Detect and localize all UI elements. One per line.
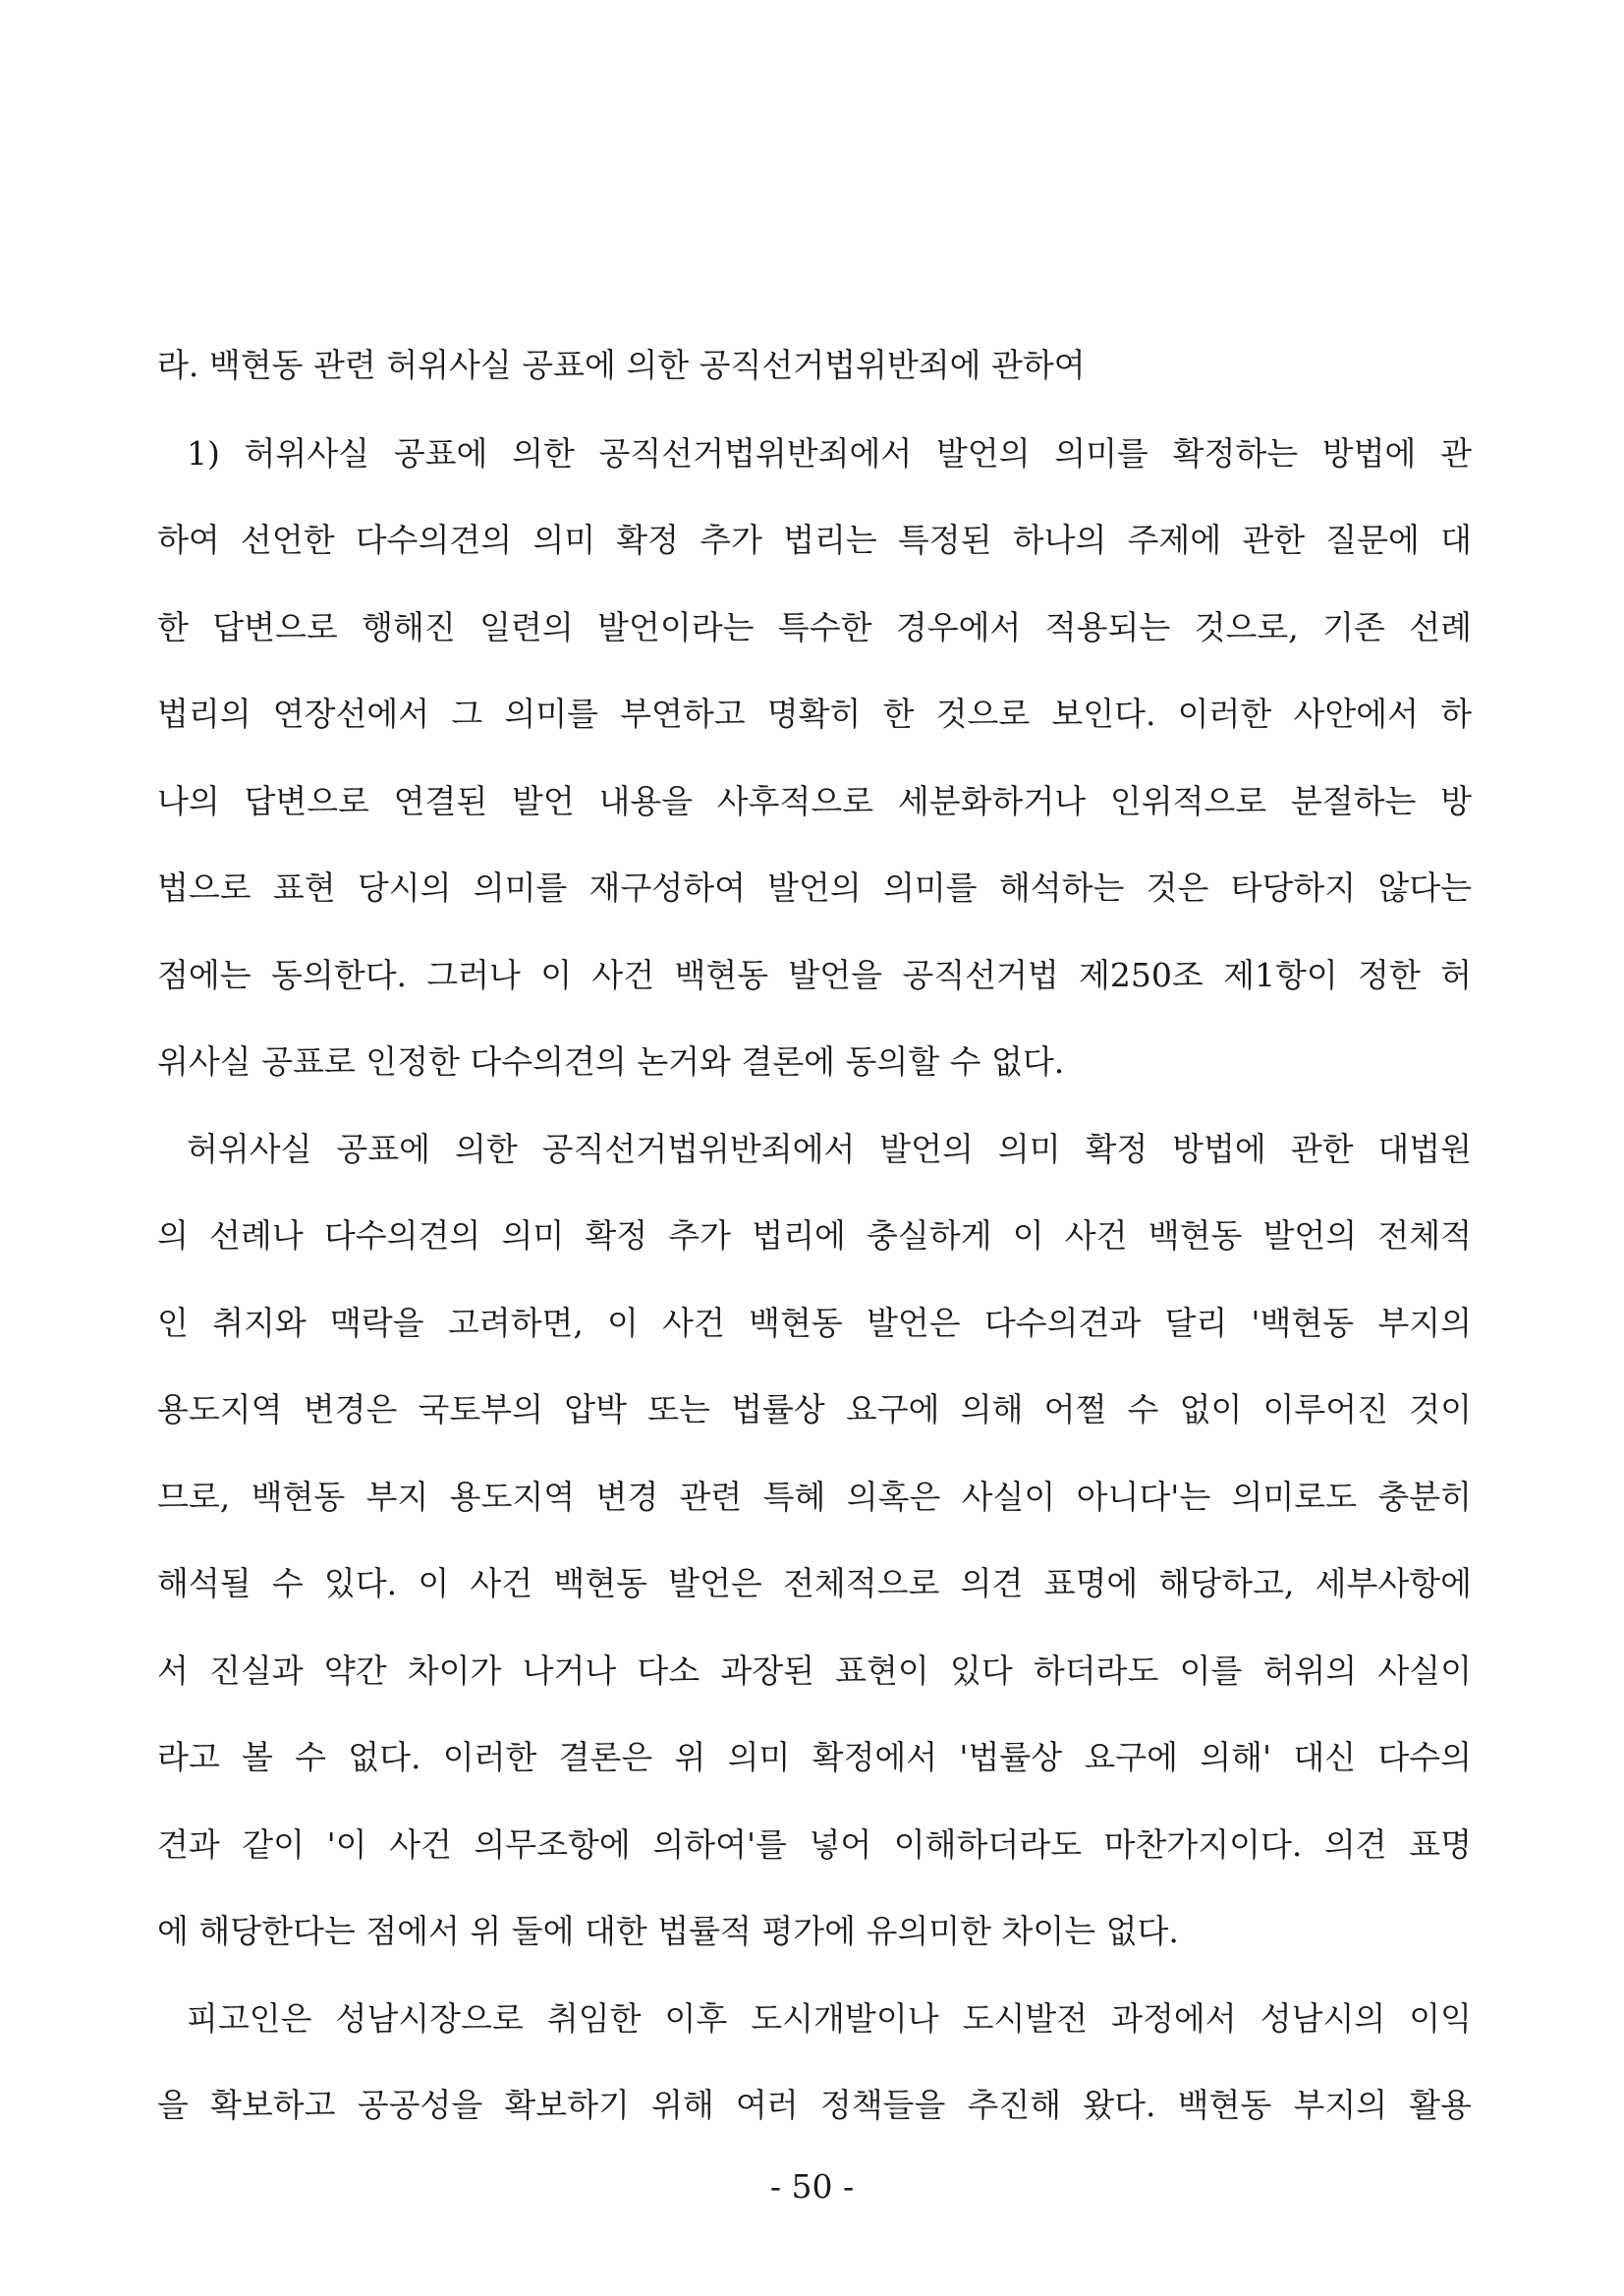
paragraph-line: 을 확보하고 공공성을 확보하기 위해 여러 정책들을 추진해 왔다. 백현동 부지의 활용 <box>157 2086 1472 2124</box>
paragraph-line: 허위사실 공표에 의한 공직선거법위반죄에서 발언의 의미 확정 방법에 관한 대법원 <box>187 1130 1472 1168</box>
paragraph-line: 에 해당한다는 점에서 위 둘에 대한 법률적 평가에 유의미한 차이는 없다. <box>157 1912 1179 1950</box>
paragraph-line: 용도지역 변경은 국토부의 압박 또는 법률상 요구에 의해 어쩔 수 없이 이루어진 것이 <box>157 1390 1472 1428</box>
paragraph-line: 해석될 수 있다. 이 사건 백현동 발언은 전체적으로 의견 표명에 해당하고, 세부사항에 <box>157 1564 1472 1602</box>
section-heading: 라. 백현동 관련 허위사실 공표에 의한 공직선거법위반죄에 관하여 <box>157 346 1086 384</box>
paragraph-line: 법리의 연장선에서 그 의미를 부연하고 명확히 한 것으로 보인다. 이러한 사안에서 하 <box>157 695 1472 733</box>
paragraph-line: 라고 볼 수 없다. 이러한 결론은 위 의미 확정에서 '법률상 요구에 의해' 대신 다수의 <box>157 1738 1472 1776</box>
paragraph-line: 나의 답변으로 연결된 발언 내용을 사후적으로 세분화하거나 인위적으로 분절하는 방 <box>157 782 1472 820</box>
paragraph-line: 점에는 동의한다. 그러나 이 사건 백현동 발언을 공직선거법 제250조 제1항이 정한 허 <box>157 956 1472 994</box>
paragraph-line: 법으로 표현 당시의 의미를 재구성하여 발언의 의미를 해석하는 것은 타당하지 않다는 <box>157 868 1472 907</box>
paragraph-line: 피고인은 성남시장으로 취임한 이후 도시개발이나 도시발전 과정에서 성남시의 이익 <box>187 1999 1472 2038</box>
page-number: - 50 - <box>769 2167 855 2206</box>
paragraph-line: 하여 선언한 다수의견의 의미 확정 추가 법리는 특정된 하나의 주제에 관한 질문에 대 <box>157 521 1472 559</box>
paragraph-line: 의 선례나 다수의견의 의미 확정 추가 법리에 충실하게 이 사건 백현동 발언의 전체적 <box>157 1216 1472 1255</box>
paragraph-line: 한 답변으로 행해진 일련의 발언이라는 특수한 경우에서 적용되는 것으로, 기존 선례 <box>157 608 1472 646</box>
paragraph-line: 므로, 백현동 부지 용도지역 변경 관련 특혜 의혹은 사실이 아니다'는 의미로도 충분히 <box>157 1478 1472 1516</box>
paragraph-line: 1) 허위사실 공표에 의한 공직선거법위반죄에서 발언의 의미를 확정하는 방법에 관 <box>187 434 1472 473</box>
paragraph-line: 서 진실과 약간 차이가 나거나 다소 과장된 표현이 있다 하더라도 이를 허위의 사실이 <box>157 1652 1472 1690</box>
paragraph-line: 견과 같이 '이 사건 의무조항에 의하여'를 넣어 이해하더라도 마찬가지이다. 의견 표명 <box>157 1825 1472 1864</box>
paragraph-line: 위사실 공표로 인정한 다수의견의 논거와 결론에 동의할 수 없다. <box>157 1042 1065 1081</box>
paragraph-line: 인 취지와 맥락을 고려하면, 이 사건 백현동 발언은 다수의견과 달리 '백현동 부지의 <box>157 1304 1472 1342</box>
